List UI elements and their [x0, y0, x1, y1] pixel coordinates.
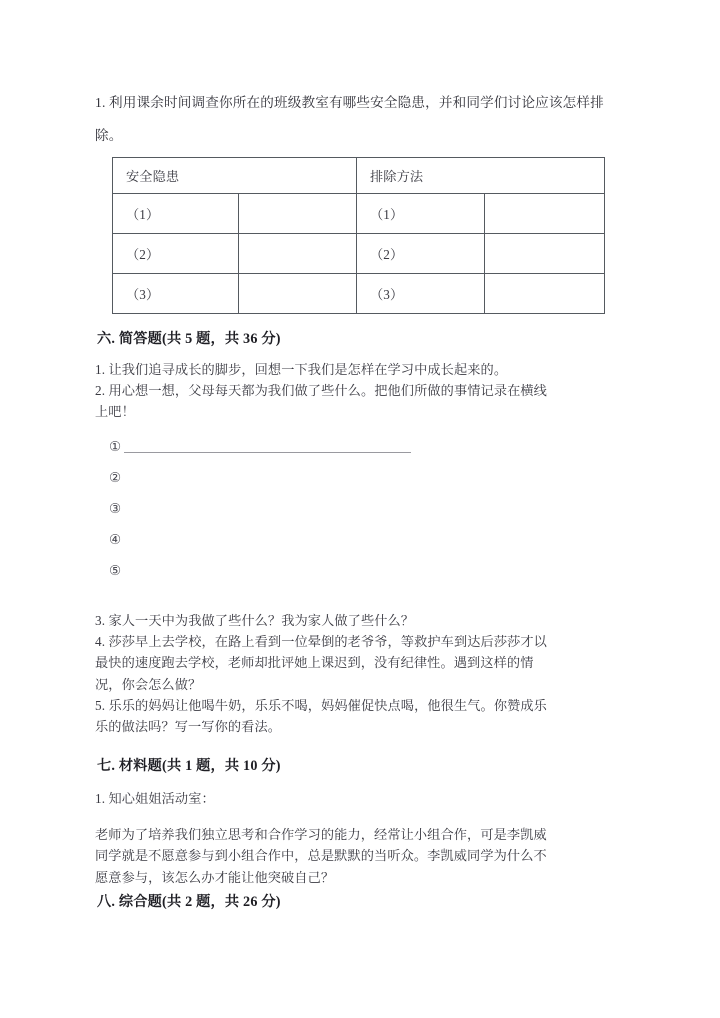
- blank-marker-3: ③: [109, 501, 122, 516]
- section-seven-item-label: 1. 知心姐姐活动室：: [95, 791, 215, 806]
- passage-line-3: 愿意参与，该怎么办才能让他突破自己？: [95, 869, 335, 885]
- answer-blank-2[interactable]: [109, 468, 529, 499]
- hazard-table: [112, 157, 605, 314]
- section-seven-heading: 七. 材料题(共 1 题，共 10 分): [97, 758, 281, 774]
- hazard-label-1: （1）: [113, 194, 239, 234]
- hazard-answer-3[interactable]: [239, 274, 357, 314]
- section-seven-passage: [95, 824, 627, 888]
- section-six-item-2-cont: 上吧！: [95, 404, 135, 420]
- method-label-3: （3）: [357, 274, 485, 314]
- method-answer-2[interactable]: [485, 234, 605, 274]
- section-six-items-continued: [95, 610, 627, 737]
- table-header-hazard: 安全隐患: [113, 158, 357, 194]
- answer-blank-3[interactable]: [109, 499, 529, 530]
- section-six-item-5: 5. 乐乐的妈妈让他喝牛奶，乐乐不喝，妈妈催促快点喝，他很生气。你赞成乐: [95, 697, 547, 713]
- hazard-label-3: （3）: [113, 274, 239, 314]
- passage-line-2: 同学就是不愿意参与到小组合作中，总是默默的当听众。李凯威同学为什么不: [95, 848, 547, 864]
- blank-marker-5: ⑤: [109, 563, 122, 578]
- table-header-method: 排除方法: [357, 158, 605, 194]
- section-six-item-2: 2. 用心想一想，父母每天都为我们做了些什么。把他们所做的事情记录在横线: [95, 383, 547, 399]
- method-label-1: （1）: [357, 194, 485, 234]
- passage-line-1: 老师为了培养我们独立思考和合作学习的能力，经常让小组合作，可是李凯威: [95, 827, 547, 842]
- section-six-items: [95, 359, 627, 423]
- table-header-row: [113, 158, 605, 194]
- hazard-answer-2[interactable]: [239, 234, 357, 274]
- section-six-item-4: 4. 莎莎早上去学校，在路上看到一位晕倒的老爷爷，等救护车到达后莎莎才以: [95, 634, 547, 650]
- section-six-item-4-cont-2: 况，你会怎么做？: [95, 676, 202, 692]
- answer-blank-5[interactable]: [109, 561, 529, 592]
- question-1-prompt: 1. 利用课余时间调查你所在的班级教室有哪些安全隐患，并和同学们讨论应该怎样排除。: [95, 95, 604, 143]
- method-answer-3[interactable]: [485, 274, 605, 314]
- section-six-item-1: 1. 让我们追寻成长的脚步，回想一下我们是怎样在学习中成长起来的。: [95, 362, 508, 377]
- blank-rule-1[interactable]: [124, 452, 411, 453]
- table-row: [113, 234, 605, 274]
- blank-marker-1: ①: [109, 439, 122, 454]
- table-row: [113, 194, 605, 234]
- answer-blank-1[interactable]: [109, 437, 529, 468]
- section-six-item-5-cont: 乐的做法吗？写一写你的看法。: [95, 719, 282, 735]
- method-answer-1[interactable]: [485, 194, 605, 234]
- section-eight-heading: 八. 综合题(共 2 题，共 26 分): [97, 894, 281, 910]
- blank-marker-4: ④: [109, 532, 122, 547]
- section-six-item-4-cont-1: 最快的速度跑去学校，老师却批评她上课迟到，没有纪律性。遇到这样的情: [95, 655, 534, 671]
- answer-blanks-list: [109, 437, 529, 592]
- blank-marker-2: ②: [109, 470, 122, 485]
- section-six-heading: 六. 简答题(共 5 题，共 36 分): [97, 331, 281, 347]
- section-six-item-3: 3. 家人一天中为我做了些什么？我为家人做了些什么？: [95, 613, 415, 628]
- answer-blank-4[interactable]: [109, 530, 529, 561]
- method-label-2: （2）: [357, 234, 485, 274]
- table-row: [113, 274, 605, 314]
- hazard-label-2: （2）: [113, 234, 239, 274]
- hazard-answer-1[interactable]: [239, 194, 357, 234]
- hazard-table-wrapper: [112, 157, 605, 314]
